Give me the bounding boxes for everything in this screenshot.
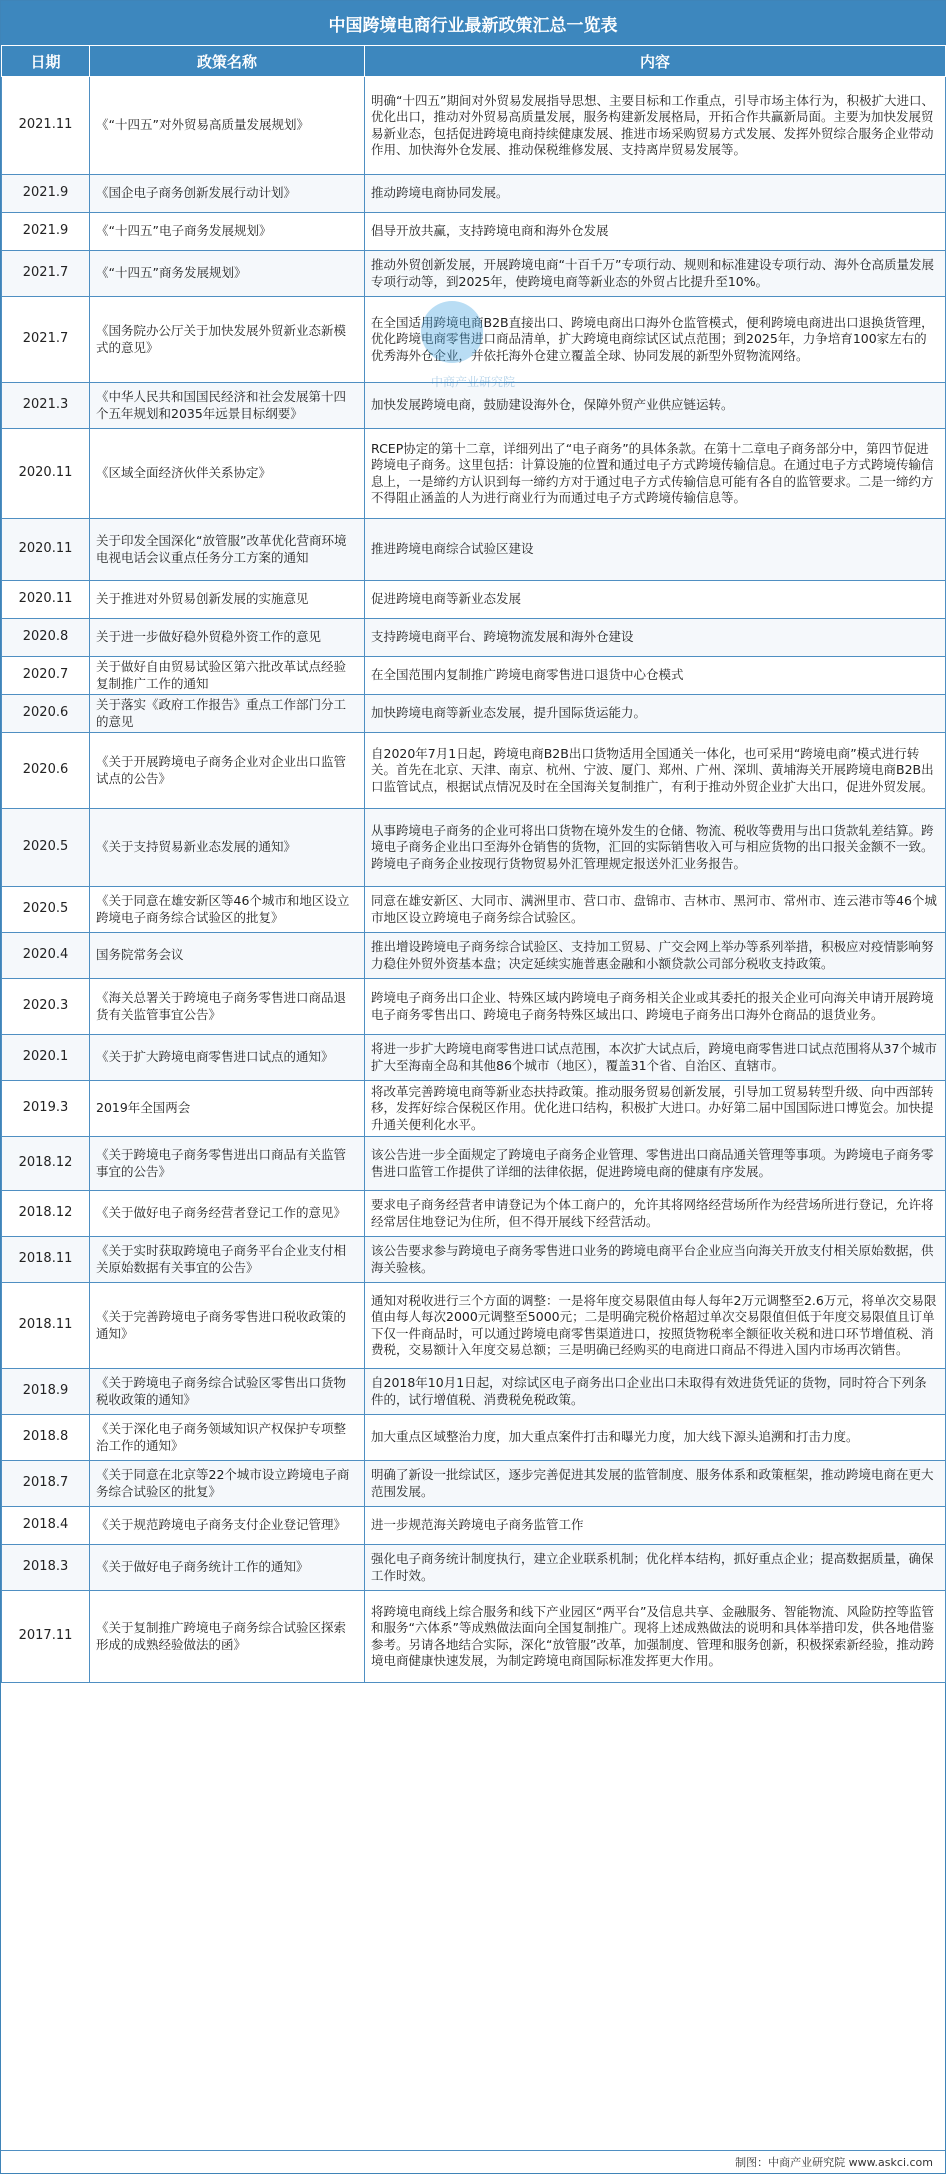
content-cell: 在全国范围内复制推广跨境电商零售进口退货中心仓模式 [365, 657, 946, 695]
content-cell: 将进一步扩大跨境电商零售进口试点范围，本次扩大试点后，跨境电商零售进口试点范围将从37个城市扩大至海南全岛和其他86个城市（地区），覆盖31个省、自治区、直辖市。 [365, 1035, 946, 1081]
policy-name-cell: 《关于支持贸易新业态发展的通知》 [90, 809, 365, 887]
table-row [2, 1369, 946, 1415]
content-cell: 强化电子商务统计制度执行，建立企业联系机制；优化样本结构，抓好重点企业；提高数据质量，确保工作时效。 [365, 1545, 946, 1591]
policy-name-cell: 2019年全国两会 [90, 1081, 365, 1137]
policy-name-cell: 《关于同意在北京等22个城市设立跨境电子商务综合试验区的批复》 [90, 1461, 365, 1507]
footer-credit: 制图：中商产业研究院 www.askci.com [1, 2150, 945, 2173]
date-cell: 2021.9 [2, 213, 90, 251]
policy-name-cell: 《关于实时获取跨境电子商务平台企业支付相关原始数据有关事宜的公告》 [90, 1237, 365, 1283]
policy-name-cell: 《关于同意在雄安新区等46个城市和地区设立跨境电子商务综合试验区的批复》 [90, 887, 365, 933]
content-cell: 明确“十四五”期间对外贸易发展指导思想、主要目标和工作重点，引导市场主体行为，积极扩大进口、优化出口，推动对外贸易高质量发展，服务构建新发展格局，开拓合作共赢新局面。主要为加快发展贸易新业态，包括促进跨境电商持续健康发展、推进市场采购贸易方式发展、发挥外贸综合服务企业带动作用、加快海外仓发展、推动保税维修发展、支持离岸贸易发展等。 [365, 77, 946, 175]
policy-name-cell: 《关于开展跨境电子商务企业对企业出口监管试点的公告》 [90, 733, 365, 809]
content-cell: 明确了新设一批综试区，逐步完善促进其发展的监管制度、服务体系和政策框架，推动跨境电商在更大范围发展。 [365, 1461, 946, 1507]
date-cell: 2021.7 [2, 297, 90, 383]
table-row [2, 383, 946, 429]
table-row [2, 1081, 946, 1137]
date-cell: 2020.6 [2, 733, 90, 809]
content-cell: 倡导开放共赢，支持跨境电商和海外仓发展 [365, 213, 946, 251]
table-row [2, 251, 946, 297]
table-row [2, 213, 946, 251]
content-cell: 推出增设跨境电子商务综合试验区、支持加工贸易、广交会网上举办等系列举措，积极应对疫情影响努力稳住外贸外资基本盘；决定延续实施普惠金融和小额贷款公司部分税收支持政策。 [365, 933, 946, 979]
policy-name-cell: 《关于完善跨境电子商务零售进口税收政策的通知》 [90, 1283, 365, 1369]
content-cell: 自2018年10月1日起，对综试区电子商务出口企业出口未取得有效进货凭证的货物，同时符合下列条件的，试行增值税、消费税免税政策。 [365, 1369, 946, 1415]
date-cell: 2018.3 [2, 1545, 90, 1591]
date-cell: 2020.6 [2, 695, 90, 733]
content-cell: 将跨境电商线上综合服务和线下产业园区“两平台”及信息共享、金融服务、智能物流、风险防控等监管和服务“六体系”等成熟做法面向全国复制推广。现将上述成熟做法的说明和具体举措印发，供各地借鉴参考。另请各地结合实际，深化“放管服”改革，加强制度、管理和服务创新，积极探索新经验，推动跨境电商健康快速发展，为制定跨境电商国际标准发挥更大作用。 [365, 1591, 946, 1683]
table-title: 中国跨境电商行业最新政策汇总一览表 [1, 1, 945, 45]
content-cell: 加快发展跨境电商，鼓励建设海外仓，保障外贸产业供应链运转。 [365, 383, 946, 429]
date-cell: 2018.7 [2, 1461, 90, 1507]
policy-name-cell: 国务院常务会议 [90, 933, 365, 979]
content-cell: 推动外贸创新发展，开展跨境电商“十百千万”专项行动、规则和标准建设专项行动、海外仓高质量发展专项行动等，到2025年，使跨境电商等新业态的外贸占比提升至10%。 [365, 251, 946, 297]
content-cell: 自2020年7月1日起，跨境电商B2B出口货物适用全国通关一体化，也可采用“跨境电商”模式进行转关。首先在北京、天津、南京、杭州、宁波、厦门、郑州、广州、深圳、黄埔海关开展跨境电商B2B出口监管试点，根据试点情况及时在全国海关复制推广，有利于推动外贸企业扩大出口，促进外贸发展。 [365, 733, 946, 809]
policy-name-cell: 关于印发全国深化“放管服”改革优化营商环境电视电话会议重点任务分工方案的通知 [90, 519, 365, 581]
table-row [2, 1545, 946, 1591]
content-cell: 加大重点区域整治力度，加大重点案件打击和曝光力度，加大线下源头追溯和打击力度。 [365, 1415, 946, 1461]
policy-name-cell: 《关于跨境电子商务综合试验区零售出口货物税收政策的通知》 [90, 1369, 365, 1415]
table-row [2, 1415, 946, 1461]
table-row [2, 887, 946, 933]
policy-name-cell: 关于做好自由贸易试验区第六批改革试点经验复制推广工作的通知 [90, 657, 365, 695]
content-cell: RCEP协定的第十二章，详细列出了“电子商务”的具体条款。在第十二章电子商务部分中，第四节促进跨境电子商务。这里包括：计算设施的位置和通过电子方式跨境传输信息。在通过电子方式跨境传输信息上，一是缔约方认识到每一缔约方对于通过电子方式传输信息可能有各自的监管要求。二是一缔约方不得阻止涵盖的人为进行商业行为而通过电子方式跨境传输信息等。 [365, 429, 946, 519]
date-cell: 2018.9 [2, 1369, 90, 1415]
content-cell: 从事跨境电子商务的企业可将出口货物在境外发生的仓储、物流、税收等费用与出口货款轧差结算。跨境电子商务企业出口至海外仓销售的货物，汇回的实际销售收入可与相应货物的出口报关金额不一致。跨境电子商务企业按现行货物贸易外汇管理规定报送外汇业务报告。 [365, 809, 946, 887]
policy-name-cell: 《“十四五”对外贸易高质量发展规划》 [90, 77, 365, 175]
policy-name-cell: 《关于深化电子商务领域知识产权保护专项整治工作的通知》 [90, 1415, 365, 1461]
content-cell: 在全国适用跨境电商B2B直接出口、跨境电商出口海外仓监管模式，便利跨境电商进出口退换货管理，优化跨境电商零售进口商品清单，扩大跨境电商综试区试点范围；到2025年，力争培育100家左右的优秀海外仓企业，并依托海外仓建立覆盖全球、协同发展的新型外贸物流网络。 [365, 297, 946, 383]
date-cell: 2021.3 [2, 383, 90, 429]
date-cell: 2017.11 [2, 1591, 90, 1683]
table-row [2, 1035, 946, 1081]
table-row [2, 297, 946, 383]
date-cell: 2020.5 [2, 887, 90, 933]
table-row [2, 77, 946, 175]
date-cell: 2018.11 [2, 1283, 90, 1369]
date-cell: 2020.11 [2, 429, 90, 519]
name-header: 政策名称 [90, 46, 365, 77]
content-cell: 同意在雄安新区、大同市、满洲里市、营口市、盘锦市、吉林市、黑河市、常州市、连云港市等46个城市地区设立跨境电子商务综合试验区。 [365, 887, 946, 933]
content-cell: 跨境电子商务出口企业、特殊区域内跨境电子商务相关企业或其委托的报关企业可向海关申请开展跨境电子商务零售出口、跨境电子商务特殊区域出口、跨境电子商务出口海外仓商品的退货业务。 [365, 979, 946, 1035]
content-cell: 该公告进一步全面规定了跨境电子商务企业管理、零售进出口商品通关管理等事项。为跨境电子商务零售进口监管工作提供了详细的法律依据，促进跨境电商的健康有序发展。 [365, 1137, 946, 1191]
date-cell: 2020.3 [2, 979, 90, 1035]
content-cell: 促进跨境电商等新业态发展 [365, 581, 946, 619]
date-cell: 2018.12 [2, 1191, 90, 1237]
date-cell: 2020.8 [2, 619, 90, 657]
date-cell: 2021.11 [2, 77, 90, 175]
table-row [2, 657, 946, 695]
content-cell: 该公告要求参与跨境电子商务零售进口业务的跨境电商平台企业应当向海关开放支付相关原始数据，供海关验核。 [365, 1237, 946, 1283]
content-cell: 推进跨境电商综合试验区建设 [365, 519, 946, 581]
policy-name-cell: 《区域全面经济伙伴关系协定》 [90, 429, 365, 519]
policy-name-cell: 《关于跨境电子商务零售进出口商品有关监管事宜的公告》 [90, 1137, 365, 1191]
content-cell: 推动跨境电商协同发展。 [365, 175, 946, 213]
policy-name-cell: 《国务院办公厅关于加快发展外贸新业态新模式的意见》 [90, 297, 365, 383]
date-cell: 2020.1 [2, 1035, 90, 1081]
policy-name-cell: 《关于规范跨境电子商务支付企业登记管理》 [90, 1507, 365, 1545]
date-cell: 2021.7 [2, 251, 90, 297]
date-cell: 2018.12 [2, 1137, 90, 1191]
policy-name-cell: 《关于复制推广跨境电子商务综合试验区探索形成的成熟经验做法的函》 [90, 1591, 365, 1683]
table-body [2, 77, 946, 1683]
policy-name-cell: 《中华人民共和国国民经济和社会发展第十四个五年规划和2035年远景目标纲要》 [90, 383, 365, 429]
date-cell: 2020.11 [2, 581, 90, 619]
content-cell: 要求电子商务经营者申请登记为个体工商户的，允许其将网络经营场所作为经营场所进行登记，允许将经常居住地登记为住所，但不得开展线下经营活动。 [365, 1191, 946, 1237]
policy-name-cell: 《关于做好电子商务经营者登记工作的意见》 [90, 1191, 365, 1237]
date-cell: 2019.3 [2, 1081, 90, 1137]
table-row [2, 1283, 946, 1369]
policy-name-cell: 关于推进对外贸易创新发展的实施意见 [90, 581, 365, 619]
policy-table [1, 45, 946, 1683]
table-row [2, 429, 946, 519]
content-cell: 进一步规范海关跨境电子商务监管工作 [365, 1507, 946, 1545]
policy-name-cell: 《关于做好电子商务统计工作的通知》 [90, 1545, 365, 1591]
policy-name-cell: 关于落实《政府工作报告》重点工作部门分工的意见 [90, 695, 365, 733]
header-row [2, 46, 946, 77]
date-cell: 2021.9 [2, 175, 90, 213]
table-row [2, 733, 946, 809]
date-cell: 2020.7 [2, 657, 90, 695]
table-row [2, 809, 946, 887]
table-row [2, 1237, 946, 1283]
table-row [2, 619, 946, 657]
policy-name-cell: 《“十四五”商务发展规划》 [90, 251, 365, 297]
date-cell: 2018.11 [2, 1237, 90, 1283]
date-cell: 2020.5 [2, 809, 90, 887]
watermark-text: 中商产业研究院 [431, 375, 516, 389]
policy-name-cell: 《海关总署关于跨境电子商务零售进口商品退货有关监管事宜公告》 [90, 979, 365, 1035]
policy-name-cell: 《关于扩大跨境电商零售进口试点的通知》 [90, 1035, 365, 1081]
table-row [2, 695, 946, 733]
table-row [2, 519, 946, 581]
policy-name-cell: 关于进一步做好稳外贸稳外资工作的意见 [90, 619, 365, 657]
table-row [2, 175, 946, 213]
policy-name-cell: 《“十四五”电子商务发展规划》 [90, 213, 365, 251]
table-row [2, 1137, 946, 1191]
content-cell: 将改革完善跨境电商等新业态扶持政策。推动服务贸易创新发展，引导加工贸易转型升级、向中西部转移，发挥好综合保税区作用。优化进口结构，积极扩大进口。办好第二届中国国际进口博览会。加快提升通关便利化水平。 [365, 1081, 946, 1137]
date-cell: 2020.11 [2, 519, 90, 581]
content-header: 内容 [365, 46, 946, 77]
date-cell: 2018.4 [2, 1507, 90, 1545]
policy-name-cell: 《国企电子商务创新发展行动计划》 [90, 175, 365, 213]
table-row [2, 1461, 946, 1507]
date-header: 日期 [2, 46, 90, 77]
table-row [2, 1507, 946, 1545]
content-cell: 加快跨境电商等新业态发展，提升国际货运能力。 [365, 695, 946, 733]
table-row [2, 1591, 946, 1683]
content-cell: 通知对税收进行三个方面的调整：一是将年度交易限值由每人每年2万元调整至2.6万元，将单次交易限值由每人每次2000元调整至5000元；二是明确完税价格超过单次交易限值但低于年度交易限值且订单下仅一件商品时，可以通过跨境电商零售渠道进口，按照货物税率全额征收关税和进口环节增值税、消费税，交易额计入年度交易总额；三是明确已经购买的电商进口商品不得进入国内市场再次销售。 [365, 1283, 946, 1369]
content-cell: 支持跨境电商平台、跨境物流发展和海外仓建设 [365, 619, 946, 657]
table-row [2, 1191, 946, 1237]
table-row [2, 933, 946, 979]
date-cell: 2020.4 [2, 933, 90, 979]
table-row [2, 581, 946, 619]
date-cell: 2018.8 [2, 1415, 90, 1461]
table-row [2, 979, 946, 1035]
